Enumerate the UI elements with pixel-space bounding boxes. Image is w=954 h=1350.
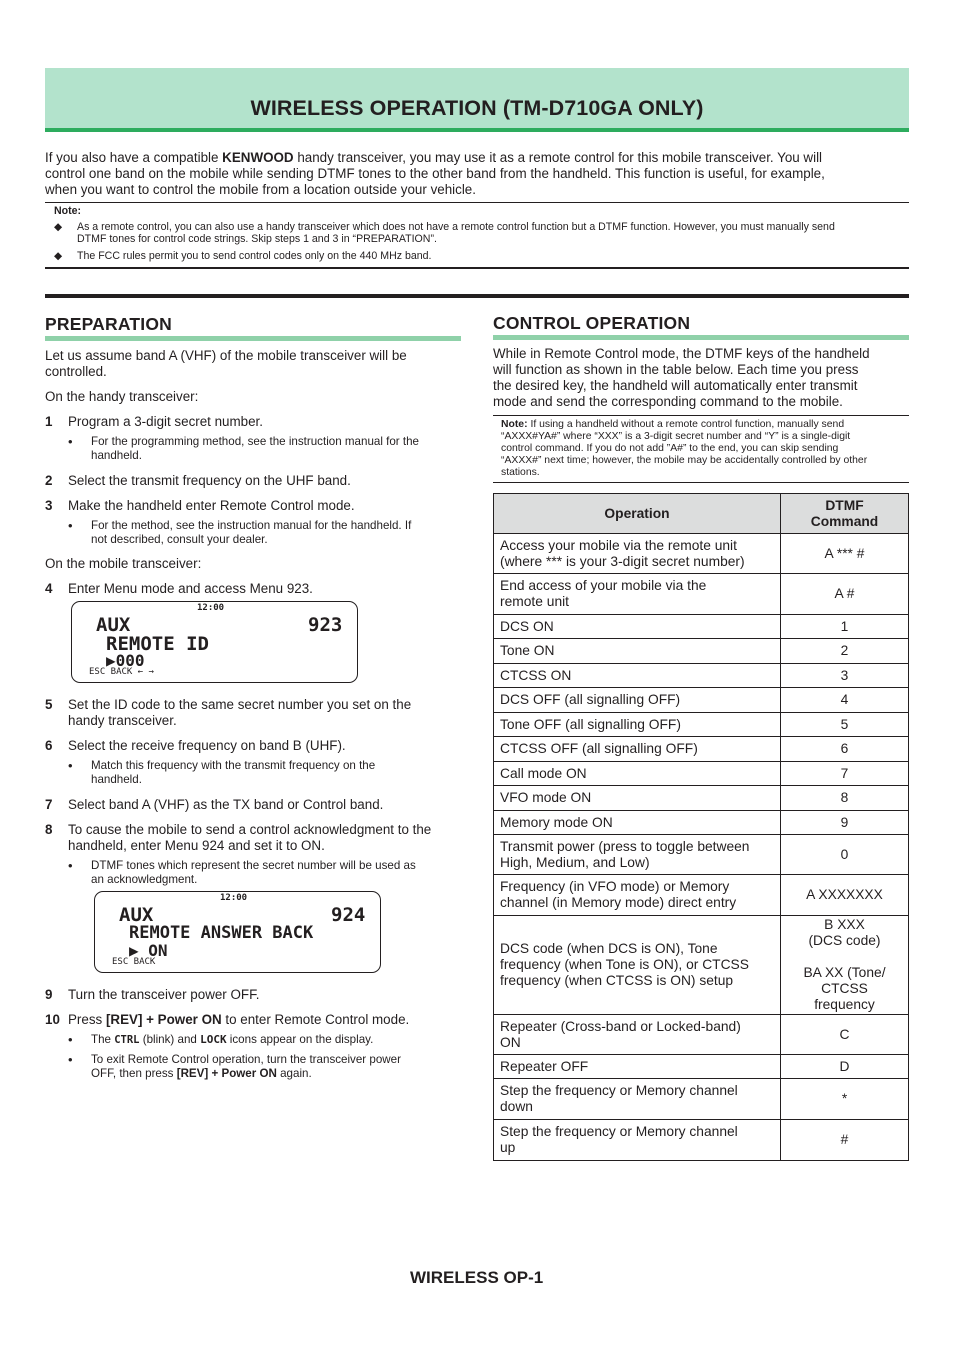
operation-cell: Repeater (Cross-band or Locked-band) ON xyxy=(494,1015,781,1055)
step-number: 9 xyxy=(45,987,53,1002)
table-row xyxy=(494,1015,909,1055)
table-row xyxy=(494,786,909,811)
table-row xyxy=(494,762,909,786)
control-note-top-rule xyxy=(493,415,909,416)
dtmf-command-cell: A XXXXXXX xyxy=(781,875,909,916)
control-note-bottom-rule xyxy=(493,482,909,483)
step-number: 2 xyxy=(45,473,53,488)
control-note: Note: If using a handheld without a remote control function, manually send “AXXX#YA#” where “XXX” is a 3-digit secret number and “Y” is a single-digit control command. If you do not add ”A#” to the end, you can skip sending “AXXX#” next time; however, the mobile may be accidentally controlled by other stations. xyxy=(501,419,868,478)
page-title: WIRELESS OPERATION (TM-D710GA ONLY) xyxy=(250,96,704,120)
table-row xyxy=(494,639,909,664)
step-1-text: Program a 3-digit secret number. xyxy=(68,414,263,429)
operation-cell: Step the frequency or Memory channel down xyxy=(494,1079,781,1120)
operation-cell: CTCSS ON xyxy=(494,664,781,688)
dtmf-command-cell: A *** # xyxy=(781,534,909,574)
table-row xyxy=(494,688,909,713)
step-number: 3 xyxy=(45,498,53,513)
ctrl-icon: CTRL xyxy=(114,1034,140,1046)
lcd-menu-number: 924 xyxy=(331,904,366,926)
step-number: 1 xyxy=(45,414,53,429)
operation-cell: DCS ON xyxy=(494,615,781,639)
step-10-sub-2: To exit Remote Control operation, turn the transceiver power OFF, then press [REV] + Power ON again. xyxy=(91,1053,401,1080)
step-7-text: Select band A (VHF) as the TX band or Control band. xyxy=(68,797,384,812)
step-8-sub: DTMF tones which represent the secret number will be used as an acknowledgment. xyxy=(91,859,416,886)
operation-cell: Call mode ON xyxy=(494,762,781,786)
operation-cell: Repeater OFF xyxy=(494,1055,781,1079)
operation-cell: Memory mode ON xyxy=(494,811,781,835)
table-row xyxy=(494,875,909,916)
sub-bullet: • xyxy=(68,1052,73,1067)
dtmf-command-cell: 9 xyxy=(781,811,909,835)
top-note-label: Note: xyxy=(54,205,82,217)
sub-bullet: • xyxy=(68,434,73,449)
lock-icon: LOCK xyxy=(200,1033,227,1046)
lcd-softkeys: ESC BACK ← → xyxy=(89,667,155,677)
step-10-text: Press [REV] + Power ON to enter Remote Control mode. xyxy=(68,1012,410,1027)
operation-cell: CTCSS OFF (all signalling OFF) xyxy=(494,737,781,762)
mobile-label: On the mobile transceiver: xyxy=(45,556,202,571)
table-row xyxy=(494,713,909,737)
dtmf-command-cell: 2 xyxy=(781,639,909,664)
table-row xyxy=(494,811,909,835)
table-row xyxy=(494,1055,909,1079)
dtmf-command-cell: 6 xyxy=(781,737,909,762)
operation-cell: Access your mobile via the remote unit (where *** is your 3-digit secret number) xyxy=(494,534,781,574)
dtmf-command-cell: 4 xyxy=(781,688,909,713)
preparation-heading: PREPARATION xyxy=(45,314,172,334)
operation-cell: Step the frequency or Memory channel up xyxy=(494,1120,781,1161)
intro-paragraph xyxy=(45,150,915,198)
sub-bullet: • xyxy=(68,858,73,873)
table-row xyxy=(494,916,909,1015)
dtmf-command-cell: 0 xyxy=(781,835,909,875)
lcd-aux: AUX xyxy=(119,904,154,926)
preparation-heading-bar xyxy=(45,336,461,341)
operation-cell: End access of your mobile via the remote unit xyxy=(494,574,781,615)
dtmf-command-cell: 7 xyxy=(781,762,909,786)
header-operation: Operation xyxy=(494,494,781,534)
dtmf-command-cell: 8 xyxy=(781,786,909,811)
step-number: 8 xyxy=(45,822,53,837)
step-3-sub: For the method, see the instruction manual for the handheld. If not described, consult your dealer. xyxy=(91,519,412,546)
step-6-sub: Match this frequency with the transmit frequency on the handheld. xyxy=(91,759,376,786)
step-10-sub-1: The CTRL (blink) and LOCK icons appear on the display. xyxy=(91,1033,374,1046)
table-row xyxy=(494,534,909,574)
step-4-text: Enter Menu mode and access Menu 923. xyxy=(68,581,313,596)
lcd-value: ▶ ON xyxy=(129,941,168,960)
table-row xyxy=(494,664,909,688)
step-number: 7 xyxy=(45,797,53,812)
control-heading-bar xyxy=(493,335,909,340)
intro-line-1: If you also have a compatible KENWOOD handy transceiver, you may use it as a remote control for this mobile transceiver. You will xyxy=(45,150,823,165)
note-bullet-icon: ◆ xyxy=(54,250,63,262)
operation-cell: Tone OFF (all signalling OFF) xyxy=(494,713,781,737)
step-number: 10 xyxy=(45,1012,60,1027)
title-underline xyxy=(45,128,909,132)
dtmf-command-cell: C xyxy=(781,1015,909,1055)
step-9-text: Turn the transceiver power OFF. xyxy=(68,987,260,1002)
sub-bullet: • xyxy=(68,518,73,533)
dtmf-command-cell: * xyxy=(781,1079,909,1120)
brand-name: KENWOOD xyxy=(222,150,294,165)
dtmf-command-cell: B XXX (DCS code) BA XX (Tone/ CTCSS frequency xyxy=(781,916,909,1015)
step-8-text: To cause the mobile to send a control acknowledgment to the handheld, enter Menu 924 and set it to ON. xyxy=(68,822,432,853)
lcd-clock: 12:00 xyxy=(220,893,248,903)
operation-cell: Tone ON xyxy=(494,639,781,664)
step-number: 5 xyxy=(45,697,53,712)
lcd-menu-title: REMOTE ANSWER BACK xyxy=(129,923,314,943)
table-body xyxy=(494,534,909,1161)
dtmf-command-cell: D xyxy=(781,1055,909,1079)
page-footer: WIRELESS OP-1 xyxy=(410,1268,544,1287)
table-row xyxy=(494,835,909,875)
lcd-display-menu-923 xyxy=(71,601,358,683)
operation-cell: DCS OFF (all signalling OFF) xyxy=(494,688,781,713)
note-bullet-icon: ◆ xyxy=(54,221,63,233)
dtmf-command-cell: 5 xyxy=(781,713,909,737)
step-5-text: Set the ID code to the same secret number you set on the handy transceiver. xyxy=(68,697,412,728)
sub-bullet: • xyxy=(68,758,73,773)
step-3-text: Make the handheld enter Remote Control mode. xyxy=(68,498,355,513)
dtmf-command-table xyxy=(493,493,909,1161)
lcd-softkeys: ESC BACK xyxy=(112,957,156,967)
dtmf-command-cell: # xyxy=(781,1120,909,1161)
step-number: 4 xyxy=(45,581,53,596)
lcd-menu-number: 923 xyxy=(308,614,343,636)
step-1-sub: For the programming method, see the instruction manual for the handheld. xyxy=(91,435,420,462)
table-row xyxy=(494,737,909,762)
dtmf-command-cell: 3 xyxy=(781,664,909,688)
control-intro: While in Remote Control mode, the DTMF keys of the handheld will function as shown in the table below. Each time you press the desired key, the handheld will automatically enter transmit mode and send the corresponding command to the mobile. xyxy=(493,346,870,409)
operation-cell: Frequency (in VFO mode) or Memory channel (in Memory mode) direct entry xyxy=(494,875,781,916)
top-note-item-2: The FCC rules permit you to send control codes only on the 440 MHz band. xyxy=(77,250,432,262)
lcd-clock: 12:00 xyxy=(197,603,225,613)
operation-cell: Transmit power (press to toggle between High, Medium, and Low) xyxy=(494,835,781,875)
table-row xyxy=(494,615,909,639)
intro-line-3: when you want to control the mobile from a location outside your vehicle. xyxy=(45,182,476,197)
lcd-value: ▶000 xyxy=(106,651,145,670)
lcd-aux: AUX xyxy=(96,614,131,636)
step-2-text: Select the transmit frequency on the UHF band. xyxy=(68,473,351,488)
step-6-text: Select the receive frequency on band B (UHF). xyxy=(68,738,346,753)
handy-label: On the handy transceiver: xyxy=(45,389,199,404)
note-bottom-rule xyxy=(45,267,909,269)
step-number: 6 xyxy=(45,738,53,753)
sub-bullet: • xyxy=(68,1032,73,1047)
lcd-menu-title: REMOTE ID xyxy=(106,633,209,655)
preparation-intro: Let us assume band A (VHF) of the mobile transceiver will be controlled. xyxy=(45,348,407,379)
operation-cell: DCS code (when DCS is ON), Tone frequency (when Tone is ON), or CTCSS frequency (when CTCSS is ON) setup xyxy=(494,916,781,1015)
header-dtmf-command: DTMF Command xyxy=(781,494,909,534)
control-operation-heading: CONTROL OPERATION xyxy=(493,313,691,333)
lcd-display-menu-924 xyxy=(94,891,381,973)
dtmf-command-cell: A # xyxy=(781,574,909,615)
dtmf-command-cell: 1 xyxy=(781,615,909,639)
table-header-row xyxy=(494,494,909,534)
top-note-item-1: As a remote control, you can also use a handy transceiver which does not have a remote control function but a DTMF function. However, you must manually send DTMF tones for control code strings. Skip steps 1 and 3 in “PREPARATION”. xyxy=(77,221,835,245)
operation-cell: VFO mode ON xyxy=(494,786,781,811)
intro-line-2: control one band on the mobile while sending DTMF tones to the other band from the handheld. This function is useful, for example, xyxy=(45,166,825,181)
table-row xyxy=(494,574,909,615)
table-row xyxy=(494,1079,909,1120)
table-row xyxy=(494,1120,909,1161)
note-top-rule xyxy=(45,202,909,203)
section-divider xyxy=(45,294,909,298)
